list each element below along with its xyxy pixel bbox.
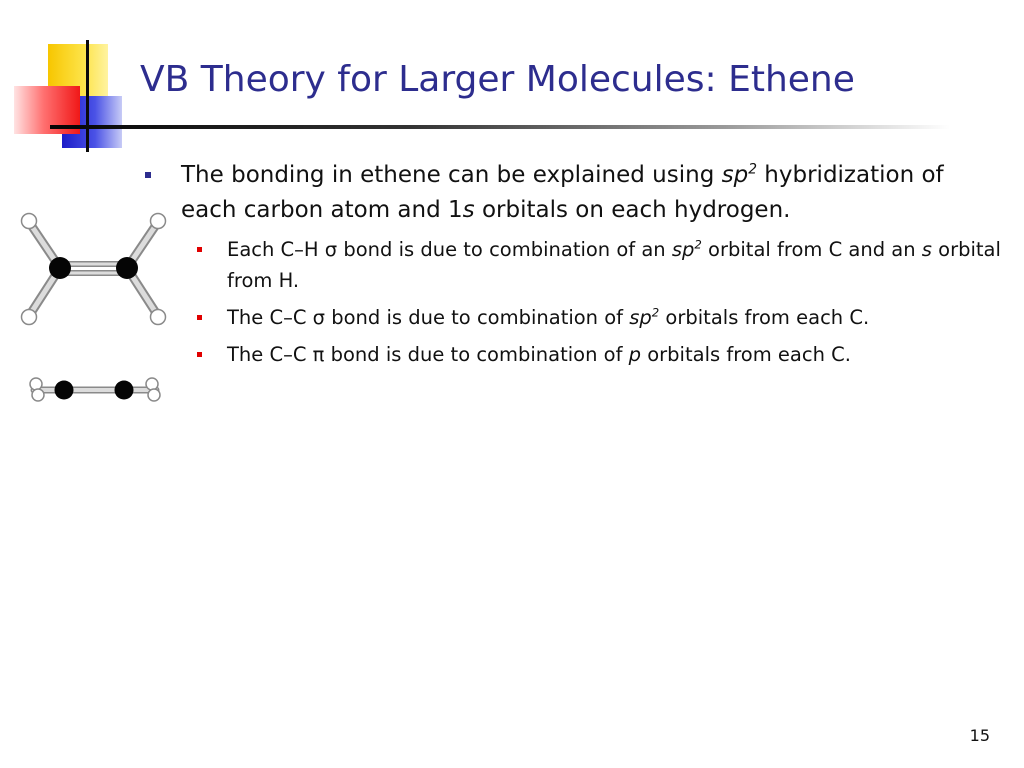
title-underline (50, 125, 950, 129)
sigma-symbol: σ (312, 306, 326, 329)
page-number: 15 (969, 726, 990, 745)
p-term: p (628, 343, 642, 366)
sub-bullet-marker (197, 315, 202, 320)
sub-bullet-list (145, 234, 1005, 370)
sub-bullet-text: bond is due to combination of (324, 343, 629, 366)
superscript: 2 (748, 161, 757, 178)
bullet-marker (145, 172, 151, 178)
sp-term: sp (721, 162, 749, 188)
logo-vertical-line (86, 40, 89, 152)
s-term: s (462, 197, 475, 223)
sub-bullet-text: orbital from C and an (701, 238, 922, 261)
sub-bullet-marker (197, 247, 202, 252)
s-term: s (921, 238, 932, 261)
slide-content (145, 158, 1005, 376)
sub-bullet-text: The C–C (227, 343, 313, 366)
sub-bullet-text: bond is due to combination of (325, 306, 630, 329)
main-bullet-text: The bonding in ethene can be explained using (181, 162, 722, 188)
sp-term: sp (629, 306, 652, 329)
superscript: 2 (651, 305, 660, 320)
sub-bullet-text: orbitals from each C. (641, 343, 851, 366)
sp-term: sp (671, 238, 695, 261)
sub-bullet-ch-sigma (181, 234, 1005, 296)
main-bullet (145, 158, 1005, 228)
sub-bullet-text: orbital from H. (227, 238, 1001, 292)
main-bullet-text: hybridization of each carbon atom and 1 (181, 162, 944, 223)
bond-sticks (29, 222, 158, 316)
pi-symbol: π (312, 343, 325, 366)
main-bullet-text: orbitals on each hydrogen. (474, 197, 791, 223)
sub-bullet-text: Each C–H (227, 238, 325, 261)
slide-title: VB Theory for Larger Molecules: Ethene (140, 59, 855, 100)
sub-bullet-cc-pi (181, 339, 1005, 370)
slide-logo-decoration (0, 0, 140, 160)
sub-bullet-text: orbitals from each C. (659, 306, 870, 329)
ethene-side-view-diagram (20, 370, 170, 410)
sub-bullet-text: bond is due to combination of an (337, 238, 672, 261)
sub-bullet-text: The C–C (227, 306, 313, 329)
sub-bullet-cc-sigma (181, 302, 1005, 333)
hydrogen-atoms (22, 214, 166, 325)
sub-bullet-marker (197, 352, 202, 357)
sigma-symbol: σ (324, 238, 338, 261)
superscript: 2 (694, 237, 702, 252)
